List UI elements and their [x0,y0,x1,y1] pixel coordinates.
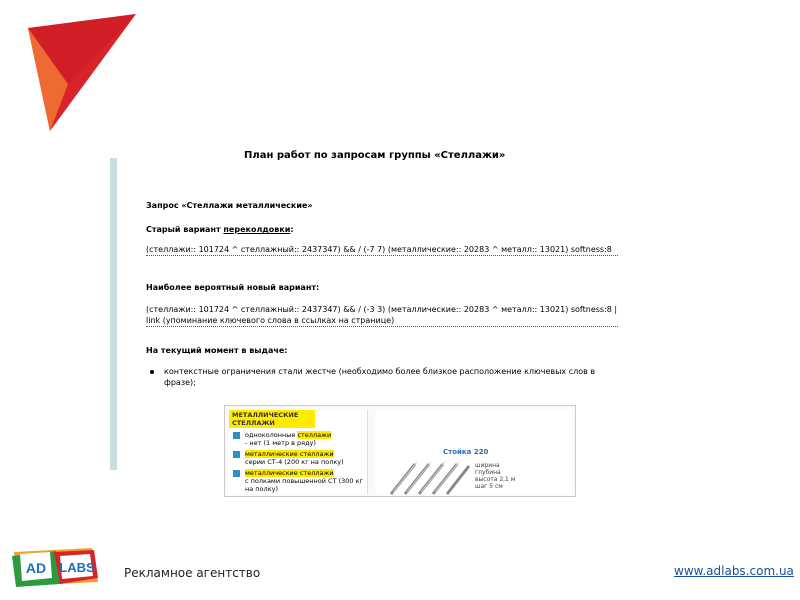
row-highlight: стеллажи [297,431,332,439]
rack-image-icon [381,460,471,496]
logo-labs-text: LABS [59,560,95,575]
website-link[interactable]: www.adlabs.com.ua [674,564,794,578]
screenshot-row [233,450,367,466]
square-bullet-icon [233,451,240,458]
screenshot-row [233,431,367,447]
old-query-text: (стеллажи:: 101724 ^ стеллажный:: 2437347) && / (-7 7) (металлические:: 20283 ^ металл:: 13021) softness:8 [146,244,618,256]
search-results-screenshot [224,405,576,497]
current-results-label: На текущий момент в выдаче: [146,346,288,355]
square-bullet-icon [233,470,240,477]
old-variant-label [146,224,294,235]
screenshot-header [229,410,315,428]
row-highlight: металлические стеллажи [245,450,334,458]
agency-label: Рекламное агентство [124,566,261,580]
row-rest: с полками повышенной СТ (300 кг на полку) [245,477,363,493]
spec-item: глубина [475,469,501,476]
document-title: План работ по запросам группы «Стеллажи» [244,150,506,161]
row-highlight: металлические стеллажи [245,469,334,477]
bullet-dot-icon [150,370,154,374]
old-variant-prefix: Старый вариант [146,225,224,234]
square-bullet-icon [233,432,240,439]
document-accent-bar [110,158,117,470]
product-specs [475,462,515,490]
spec-item: шаг 5 см [475,483,503,490]
old-variant-link[interactable]: переколдовки [223,225,291,234]
product-title: Стойка 220 [443,448,489,456]
query-heading: Запрос «Стеллажи металлические» [146,201,313,210]
screenshot-header-line1: МЕТАЛЛИЧЕСКИЕ [232,411,299,419]
new-query-text: (стеллажи:: 101724 ^ стеллажный:: 2437347) && / (-3 3) (металлические:: 20283 ^ металл:: 13021) softness:8 | link (упоминание ключевого слова в ссылках на странице) [146,305,618,325]
old-variant-suffix: : [290,225,294,234]
screenshot-row [233,469,367,493]
row-rest: серии СТ-4 (200 кг на полку) [245,458,344,466]
bullet-text: контекстные ограничения стали жестче (необходимо более близкое расположение ключевых слов в фразе); [164,367,596,387]
logo-ad-text: AD [25,560,47,576]
screenshot-header-line2: СТЕЛЛАЖИ [232,419,275,427]
bullet-item [164,366,618,388]
row-prefix: одноколонные [245,431,298,439]
new-variant-label: Наиболее вероятный новый вариант: [146,283,320,292]
adlabs-logo [10,548,100,588]
screenshot-results-list [229,410,368,494]
screenshot-product-panel [375,410,571,494]
spec-item: ширина [475,462,500,469]
spec-item: высота 2,1 м [475,476,516,483]
corner-triangle-logo [28,14,138,132]
row-rest: - нет (1 метр в ряду) [245,439,316,447]
